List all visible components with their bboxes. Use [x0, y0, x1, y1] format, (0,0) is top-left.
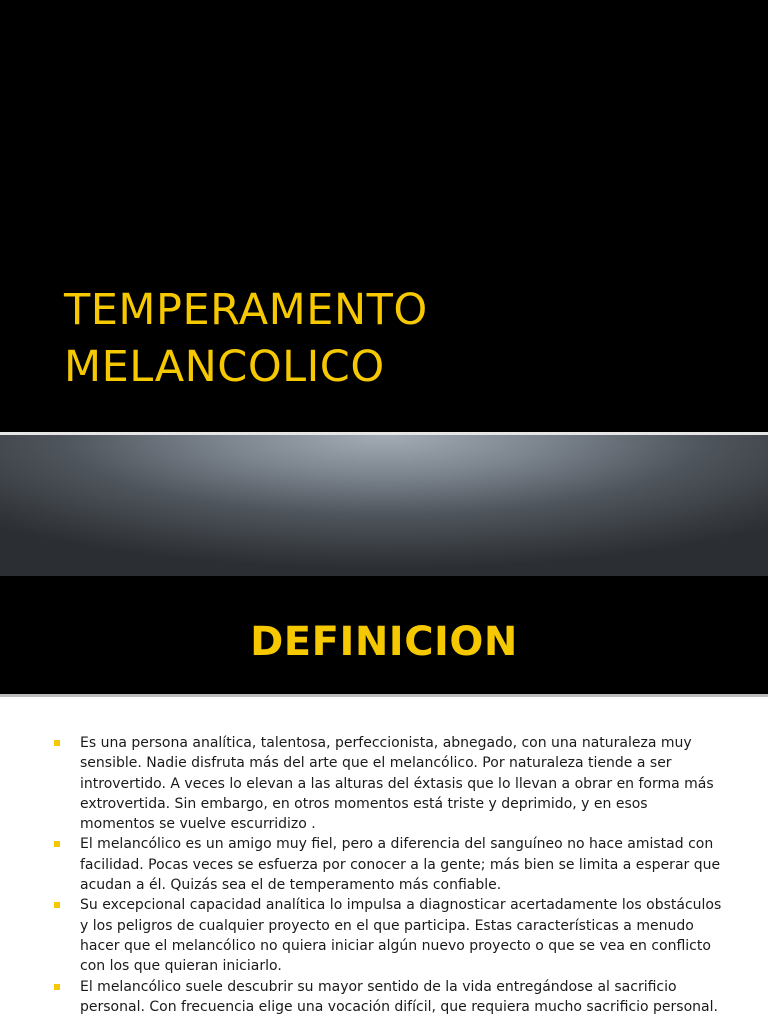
definition-slide-body — [0, 697, 768, 1024]
bullet-list — [51, 733, 723, 1017]
bullet-text: El melancólico suele descubrir su mayor sentido de la vida entregándose al sacrificio personal. Con frecuencia elige una vocación difícil, que requiera mucho sacrificio personal. — [80, 978, 718, 1015]
square-bullet-icon — [54, 902, 60, 908]
bullet-item — [51, 977, 723, 1018]
bullet-text: Es una persona analítica, talentosa, perfeccionista, abnegado, con una naturaleza muy sensible. Nadie disfruta más del arte que el melancólico. Por naturaleza tiende a ser introvertido. A veces lo elevan a las alturas del éxtasis que lo llevan a obrar en forma más extrovertida. Sin embargo, en otros momentos está triste y deprimido, y en esos momentos se vuelve escurridizo . — [80, 735, 714, 833]
definition-heading: DEFINICION — [250, 619, 518, 665]
bullet-text: El melancólico es un amigo muy fiel, pero a diferencia del sanguíneo no hace amistad con facilidad. Pocas veces se esfuerza por conocer a la gente; más bien se limita a esperar que acudan a él. Quizás sea el de temperamento más confiable. — [80, 836, 721, 894]
square-bullet-icon — [54, 740, 60, 746]
bullet-item — [51, 895, 723, 976]
bullet-item — [51, 834, 723, 895]
definition-slide-header — [0, 576, 768, 694]
square-bullet-icon — [54, 841, 60, 847]
square-bullet-icon — [54, 984, 60, 990]
title-slide — [0, 0, 768, 432]
bullet-item — [51, 733, 723, 834]
title-line-1: TEMPERAMENTO — [64, 285, 428, 335]
slide-title — [64, 282, 428, 396]
bullet-text: Su excepcional capacidad analítica lo impulsa a diagnosticar acertadamente los obstáculos y los peligros de cualquier proyecto en el que participa. Estas características a menudo hacer que el melancólico no quiera iniciar algún nuevo proyecto o que se vea en conflicto con los que quieran iniciarlo. — [80, 897, 722, 975]
slide-background-gradient — [0, 432, 768, 576]
title-line-2: MELANCOLICO — [64, 342, 385, 392]
